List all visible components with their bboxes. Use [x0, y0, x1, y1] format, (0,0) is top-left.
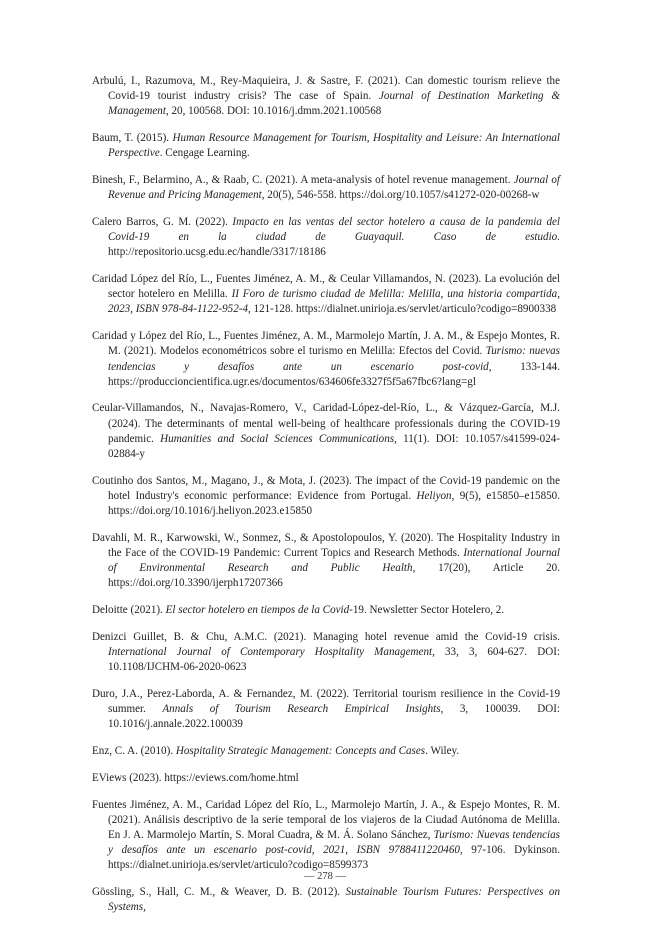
reference-entry: Deloitte (2021). El sector hotelero en tiempos de la Covid-19. Newsletter Sector Hotelero, 2.: [92, 604, 505, 617]
reference-entry: Denizci Guillet, B. & Chu, A.M.C. (2021). Managing hotel revenue amid the Covid-19 crisis. International Journal of Contemporary Hospitality Management, 33, 3, 604-627. DOI: 10.1108/IJCHM-06-2020-0623: [92, 630, 561, 674]
reference-entry: Gössling, S., Hall, C. M., & Weaver, D. B. (2012). Sustainable Tourism Futures: Perspectives on Systems,: [92, 886, 560, 914]
reference-entry: Baum, T. (2015). Human Resource Management for Tourism, Hospitality and Leisure: An International Perspective. Cengage Learning.: [92, 132, 560, 160]
reference-entry: Binesh, F., Belarmino, A., & Raab, C. (2021). A meta-analysis of hotel revenue management. Journal of Revenue and Pricing Management, 20(5), 546-558. https://doi.org/10.1057/s41272-020-00268-w: [92, 174, 560, 202]
reference-entry: Calero Barros, G. M. (2022). Impacto en las ventas del sector hotelero a causa de la pandemia del Covid-19 en la ciudad de Guayaquil. Caso de estudio. http://repositorio.ucsg.edu.ec/handle/3317/18186: [92, 215, 561, 259]
reference-entry: Enz, C. A. (2010). Hospitality Strategic Management: Concepts and Cases. Wiley.: [92, 745, 460, 758]
reference-entry: Ceular-Villamandos, N., Navajas-Romero, V., Caridad-López-del-Río, L., & Vázquez-García, M.J. (2024). The determinants of mental well-being of healthcare professionals during the COVID-19 pandemic. Humanities and Social Sciences Communications, 11(1). DOI: 10.1057/s41599-024-02884-y: [92, 402, 560, 461]
reference-entry: EViews (2023). https://eviews.com/home.html: [92, 771, 299, 784]
reference-entry: Caridad López del Río, L., Fuentes Jiménez, A. M., & Ceular Villamandos, N. (2023). La evolución del sector hotelero en Melilla. II Foro de turismo ciudad de Melilla: Melilla, una historia compartida, 2023, ISBN 978-84-1122-952-4, 121-128. https://dialnet.unirioja.es/servlet/articulo?codigo=8900338: [92, 273, 560, 316]
reference-entry: Coutinho dos Santos, M., Magano, J., & Mota, J. (2023). The impact of the Covid-19 pandemic on the hotel Industry's economic performance: Evidence from Portugal. Heliyon, 9(5), e15850–e15850. https://doi.org/10.1016/j.heliyon.2023.e15850: [92, 474, 560, 518]
reference-entry: Duro, J.A., Perez-Laborda, A. & Fernandez, M. (2022). Territorial tourism resilience in the Covid-19 summer. Annals of Tourism Research Empirical Insights, 3, 100039. DOI: 10.1016/j.annale.2022.100039: [92, 688, 560, 731]
reference-list: [92, 74, 560, 927]
page-number: — 278 —: [304, 871, 346, 882]
reference-entry: Fuentes Jiménez, A. M., Caridad López del Río, L., Marmolejo Martín, J. A., & Espejo Montes, R. M. (2021). Análisis descriptivo de la serie temporal de los viajeros de la Ciudad Autónoma de Melilla. En J. A. Marmolejo Martín, S. Moral Cuadra, & M. Á. Solano Sánchez, Turismo: Nuevas tendencias y desafíos ante un escenario post-covid, 2021, ISBN 9788411220460, 97-106. Dykinson. https://dialnet.unirioja.es/servlet/articulo?codigo=8599373: [92, 798, 560, 872]
reference-entry: Davahli, M. R., Karwowski, W., Sonmez, S., & Apostolopoulos, Y. (2020). The Hospitality Industry in the Face of the COVID-19 Pandemic: Current Topics and Research Methods. International Journal of Environmental Research and Public Health, 17(20), Article 20. https://doi.org/10.3390/ijerph17207366: [92, 531, 560, 590]
reference-entry: Caridad y López del Río, L., Fuentes Jiménez, A. M., Marmolejo Martín, J. A. M., & Espejo Montes, R. M. (2021). Modelos econométricos sobre el turismo en Melilla: Efectos del Covid. Turismo: nuevas tendencias y desafíos ante un escenario post-covid, 133-144. https://produccioncientifica.ugr.es/documentos/634606fe3327f5f5a67fbc6?lang=gl: [92, 330, 560, 388]
reference-entry: Arbulú, I., Razumova, M., Rey-Maquieira, J. & Sastre, F. (2021). Can domestic tourism relieve the Covid-19 tourist industry crisis? The case of Spain. Journal of Destination Marketing & Management, 20, 100568. DOI: 10.1016/j.dmm.2021.100568: [92, 75, 561, 118]
